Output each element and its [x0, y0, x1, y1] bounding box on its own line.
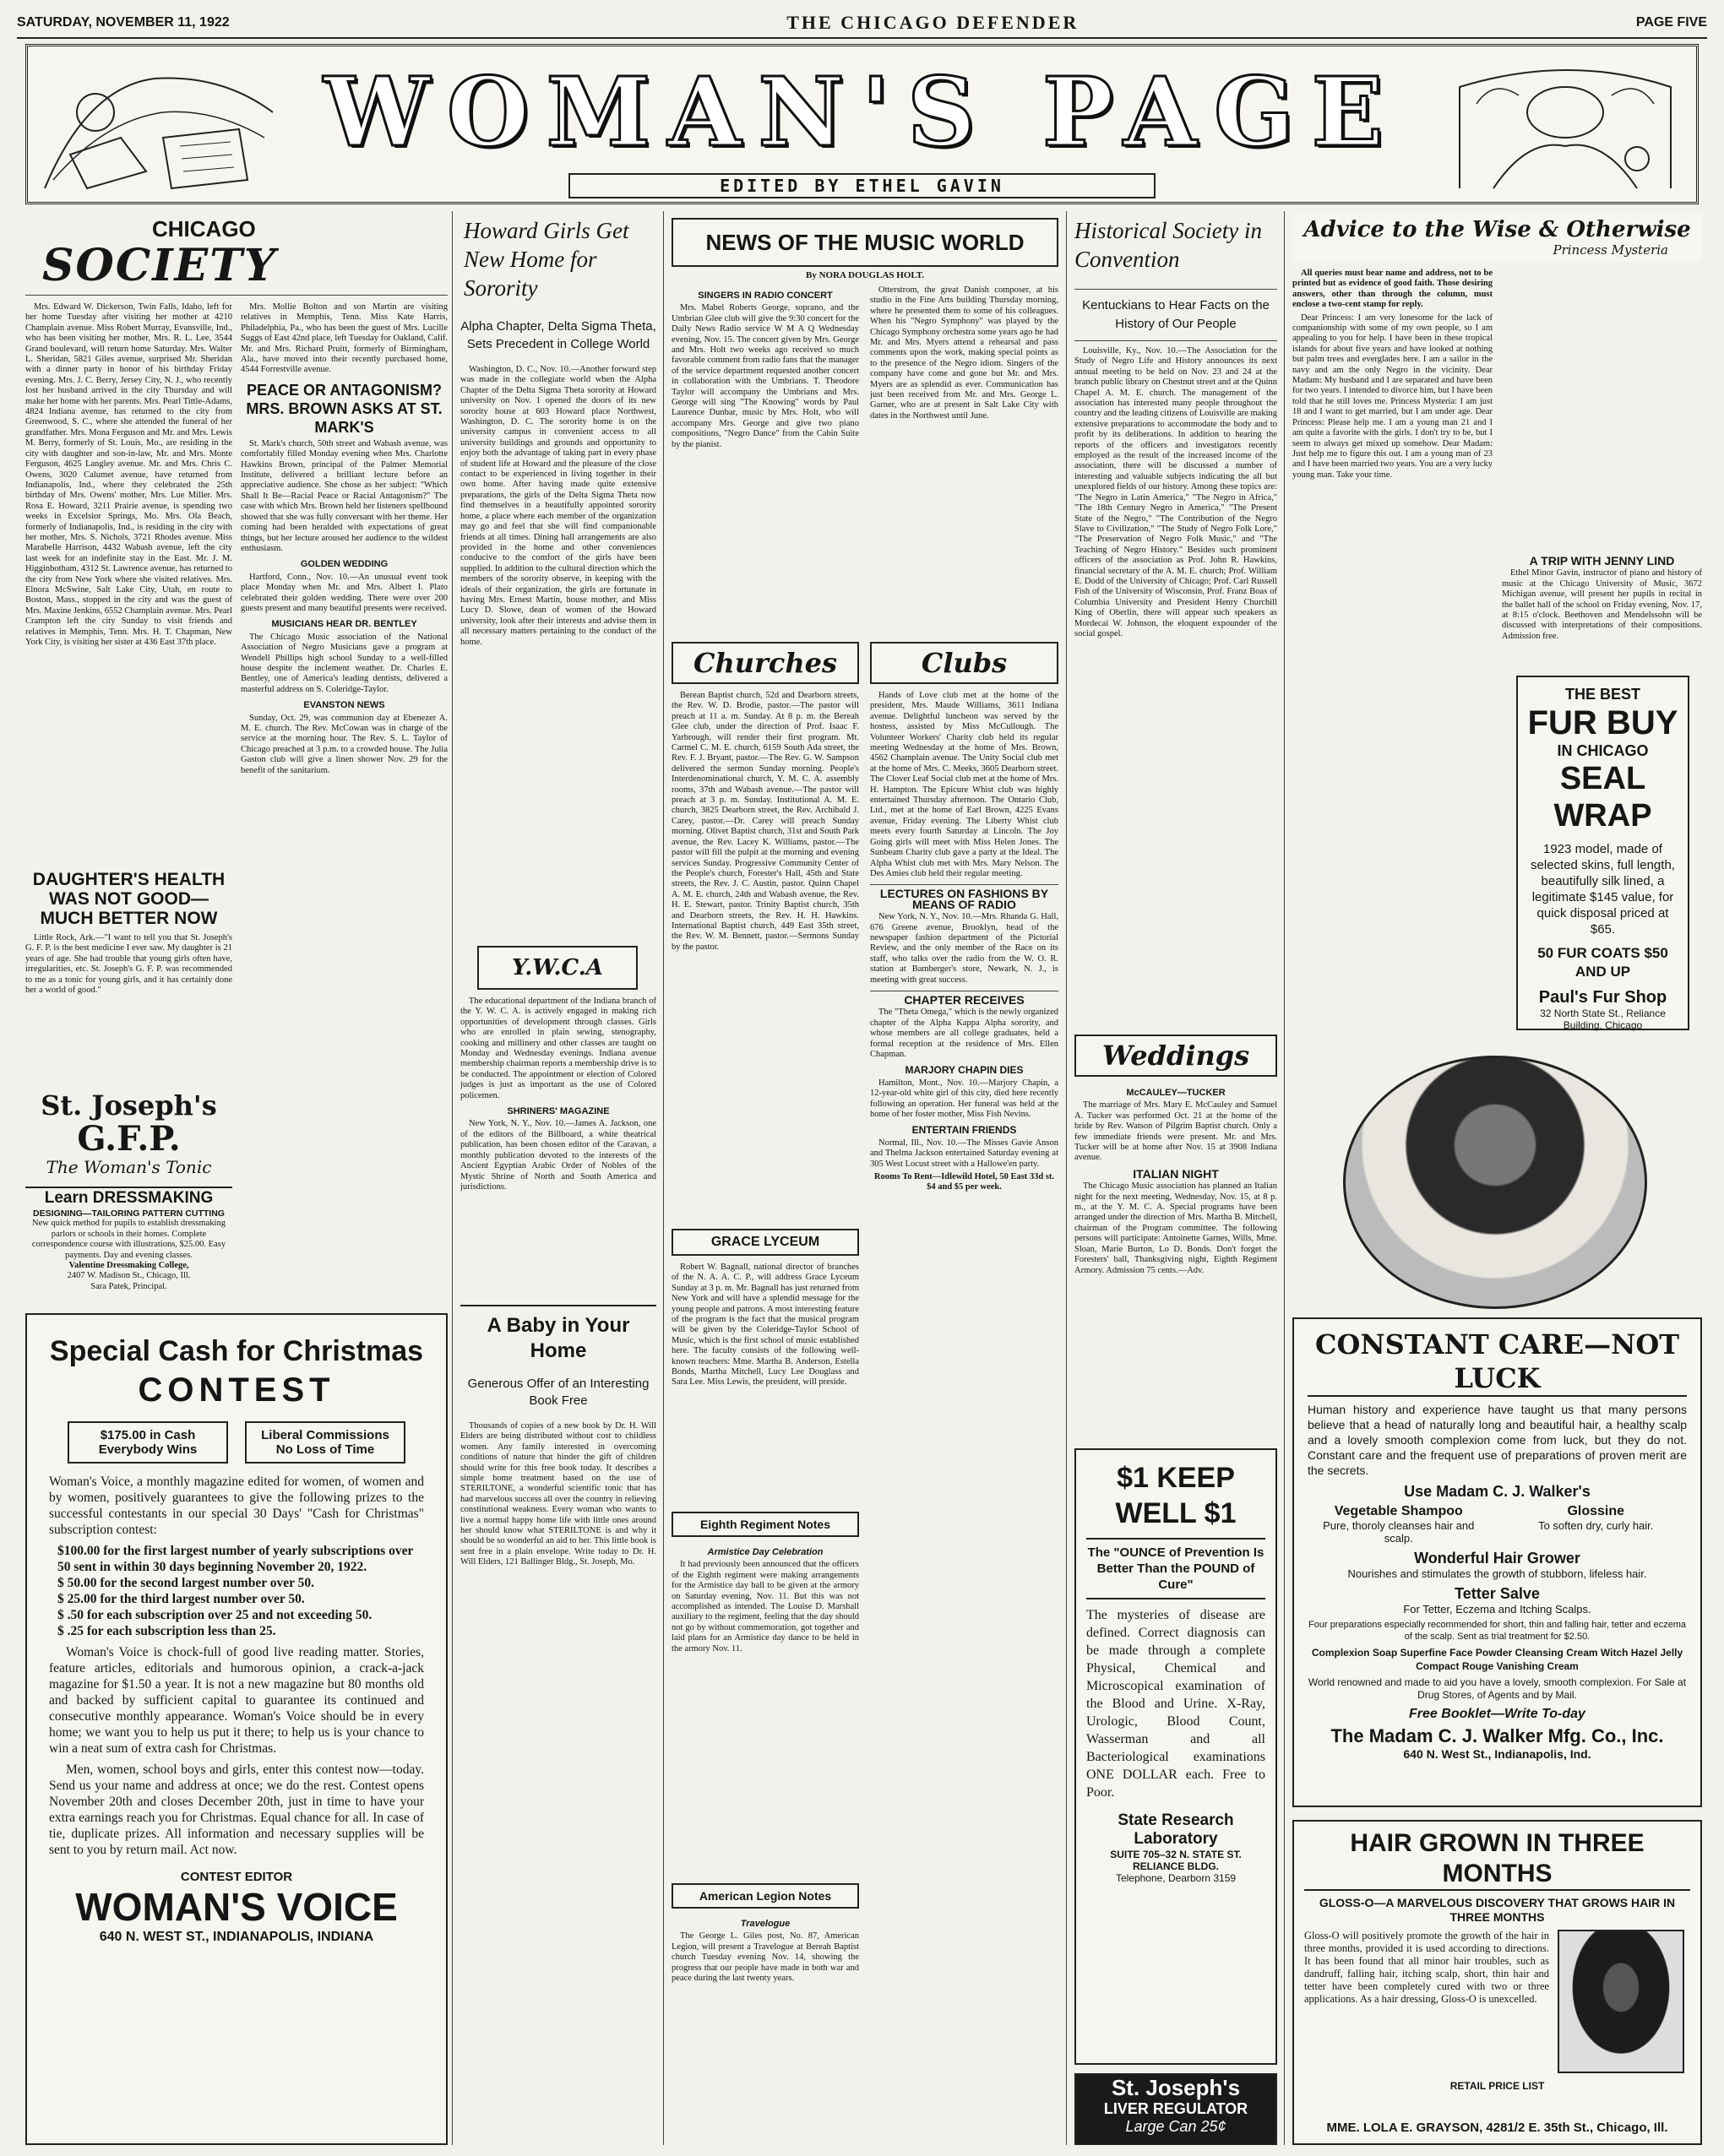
italian-night-text: The Chicago Music association has planned an Italian night for the next meeting, Wednesday, Nov. 15, at 8 p. m., at the Y. M. C. A. Special programs have been arranged under the direction of Mrs. Martha B. Mitchell, chairman of the Program committee. The following persons will participate: Antoinette Garnes, Wills, Mme. Sloan, Marie Burton, Lo D. Bonds. Don't forget the Foresters' ball, Thanksgiving night, Eighth Regiment Armory. Admission 75 cents.—Adv.	[1074, 1181, 1277, 1275]
dressmaking-address: 2407 W. Madison St., Chicago, Ill.	[67, 1271, 191, 1281]
column-rule	[452, 211, 453, 2145]
advice-banner	[1292, 213, 1702, 262]
music-text-1: Mrs. Mabel Roberts George, soprano, and the Umbrian Glee club will give the 9:30 concert for the Daily News Radio service W M A Q Wednesday evening, Nov. 15. The concert given by Mrs. George and Mrs. Holt two weeks ago received so much favorable comment from radio fans that the manager of the service department requested another concert in collaboration with the Umbrians. T. Theodore Taylor will accompany the Umbrians and Mrs. George will sing "The Knowing" words by Paul Laurence Dunbar, music by Mrs. Holt, who will accompany Mrs. George and give two piano compositions, "Negro Dance" from the Cabin Suite by the pianist.	[672, 303, 859, 449]
column-rule	[1284, 211, 1285, 2145]
contest-body: Woman's Voice is chock-full of good live reading matter. Stories, feature articles, editorials and humorous opinion, a crack-a-jack magazine for $1.50 a year. It is not a new magazine but 80 months old and backed by sufficient capital to guarantee its continued and consecutive monthly appearance. Woman's Voice should be in every home; we want you to help us put it there; to help us is your chance to win a neat sum of extra cash for Christmas.	[49, 1645, 424, 1756]
musicians-headline: MUSICIANS HEAR DR. BENTLEY	[271, 619, 417, 630]
paper-name: THE CHICAGO DEFENDER	[786, 12, 1080, 33]
keepwell-tagline: The "OUNCE of Prevention Is Better Than the POUND of Cure"	[1086, 1538, 1265, 1599]
entertain-headline: ENTERTAIN FRIENDS	[911, 1124, 1017, 1137]
baby-ad-subhead: Generous Offer of an Interesting Book Free	[467, 1377, 650, 1408]
fur-ad	[1516, 676, 1689, 1030]
jenny-lind-text: Ethel Minor Gavin, instructor of piano and history of music at the Chicago University of Music, 3672 Michigan avenue, will present her pupils in recital in the ballet hall of the school on Friday evening, Nov. 17, at 8:15 o'clock. Beethoven and Mendelssohn will be discussed with interpretations of their compositions. Admission free.	[1502, 568, 1702, 641]
legion-text: The George L. Giles post, No. 87, American Legion, will present a Travelogue at Bereah Baptist church Tuesday evening Nov. 14, showing the progress that our people have made in both war and peace during the last twenty years.	[672, 1931, 859, 1984]
hair-subhead: GLOSS-O—A MARVELOUS DISCOVERY THAT GROWS HAIR IN THREE MONTHS	[1319, 1896, 1676, 1924]
eighth-subhead: Armistice Day Celebration	[707, 1547, 824, 1557]
contest-magazine: WOMAN'S VOICE	[75, 1885, 398, 1929]
fur-shop: Paul's Fur Shop	[1538, 988, 1667, 1007]
contest-title: Special Cash for Christmas	[49, 1335, 424, 1367]
page-number: PAGE FIVE	[1635, 15, 1707, 30]
music-headline: NEWS OF THE MUSIC WORLD	[705, 229, 1025, 255]
walker-four-preparations: Four preparations especially recommended for short, thin and falling hair, tetter and eczema of the scalp. Sent as trial treatment for $2.50.	[1308, 1620, 1686, 1642]
contest-box-commissions: Liberal Commissions No Loss of Time	[245, 1421, 405, 1464]
contest-body-2: Men, women, school boys and girls, enter this contest now—today. Send us your name and address at once; we do the rest. Contest opens November 20th and closes December 20th, just in time to have your extra earnings reach you for Christmas. Equal chance for all. In case of tie, duplicate prizes. All information and necessary supplies will be sent to you by return mail. Act now.	[49, 1762, 424, 1857]
hair-body-row	[1304, 1930, 1690, 2073]
musicians-text: The Chicago Music association of the National Association of Negro Musicians gave a program at Wendell Phillips high school Sunday to a well-filled house despite the inclement weather. Dr. Charles E. Bentley, one of America's leading dentists, delivered a masterful address on S. Coleridge-Taylor.	[241, 632, 448, 694]
fur-line-2: FUR BUY	[1527, 704, 1678, 741]
historical-text: Louisville, Ky., Nov. 10.—The Association for the Study of Negro Life and History announces its next annual meeting to be held on Nov. 23 and 24 at the branch public library on Chestnut street and at the Quinn Chapel A. M. E. church. The management of the association has interested many people throughout the country and the leading citizens of Louisville are making extensive preparations to accommodate the body and to profit by its deliberations. In addition to hearing the reports of the officers and investigators recently employed as the result of the increased income of the association, there will be discussed a number of interesting and valuable subjects indicating the all but unexplored fields of our history. Among these topics are: "The Negro in Latin America," "The Negro in Africa," "The 18th Century Negro in America," "The Present State of the Negro," "The Contribution of the Negro Slave to Civilization," "The Study of Negro Folk Lore," "The Preservation of Negro Folk Music," and "The Teaching of Negro History." Besides such prominent officers of the association as Prof. John R. Hawkins, financial secretary of the A. M. E. church; Prof. William E. Dodd of the University of Chicago; Prof. Carl Russell Fish of the University of Wisconsin, Prof. Franz Boas of Columbia University and President Henry Churchill King of Oberlin, there will appear such speakers as Mordecai W. Johnson, the eloquent expounder of the social gospel.	[1074, 346, 1277, 638]
contest-boxes	[49, 1421, 424, 1464]
historical-subhead: Kentuckians to Hear Facts on the History of Our People	[1074, 289, 1277, 341]
society-items: Mrs. Edward W. Dickerson, Twin Falls, Idaho, left for her home Tuesday after visiting her mother at 4210 Champlain avenue. Miss Robert Murray, Evansville, Ind., who has been visiting her mother, Mrs. R. L. Lee, 3544 Grand boulevard, will return home Saturday. Mrs. Walter L. Sheridan, 5821 Giles avenue, surprised Mr. Sheridan with a dinner party in honor of his birthday Friday evening. Mrs. J. C. Berry, Jersey City, N. J., who recently lost her husband arrived in the city Thursday and will make her home with her parents. Mrs. Pearl Tittle-Adams, 4824 Indiana avenue, has returned to the city from Greenwood, S. C., where she attended the funeral of her grandfather. Mrs. Mona Ferguson and Mr. and Mrs. Lewis M. Berry, formerly of St. Louis, Mo., are residing in the city with daughter and son-in-law, Mr. and Mrs. Monte Ferguson, 4625 Langley avenue. Mr. and Mrs. Chris C. Owens, 3020 Calumet avenue, have returned from Indianapolis, Ind., where they celebrated the 25th birthday of Mrs. Owens' mother, Mrs. Lue Miller. Mrs. Rosa E. Howard, 3211 Prairie avenue, is spending two weeks in Excelsior Springs, Mo. Mrs. Ola Beach, formerly of Indianapolis, Ind., is residing in the city with her mother, Mrs. S. Nichols, 3721 Rhodes avenue. Miss Marabelle Harrison, 4432 Wabash avenue, left the city last week for an indefinite stay in the East. Mr. J. M. Higginbotham, 4312 St. Lawrence avenue, has returned to the city from New York where she visited relatives. Mrs. Elnora McSwine, Salt Lake City, Utah, en route to Boston, Mass., stopped in the city and was the guest of Mrs. Maxine Jenkins, 6552 Champlain avenue. Mrs. Pearl Crampton left the city Sunday to visit friends and relatives in Memphis, Tenn. Mrs. H. T. Chapman, New York City, is visiting her sister at 436 East 37th place.	[25, 302, 232, 647]
dressmaking-subhead: DESIGNING—TAILORING PATTERN CUTTING	[33, 1208, 225, 1219]
walker-company: The Madam C. J. Walker Mfg. Co., Inc.	[1330, 1725, 1664, 1746]
issue-date: SATURDAY, NOVEMBER 11, 1922	[17, 15, 230, 30]
ywca-logo: Y.W.C.A	[477, 946, 638, 990]
contest-prize: $ 25.00 for the third largest number over 50.	[57, 1592, 305, 1606]
walker-grower: Wonderful Hair Grower	[1414, 1550, 1580, 1567]
gfp-brand: St. Joseph's	[41, 1089, 217, 1121]
walker-free-booklet: Free Booklet—Write To-day	[1409, 1707, 1585, 1721]
music-banner	[672, 218, 1058, 267]
fur-line-1: THE BEST	[1564, 686, 1640, 703]
hair-headline: HAIR GROWN IN THREE MONTHS	[1304, 1828, 1690, 1891]
hair-text: Gloss-O will positively promote the growth of the hair in three months, provided it is used according to directions. It has been found that all minor hair troubles, such as dandruff, falling hair, itching scalp, short, thin hair and tetter have been completely cured with two or three applications. As a hair dressing, Gloss-O is unexcelled.	[1304, 1930, 1549, 2005]
society-heading-top: CHICAGO	[152, 216, 256, 242]
music-column-1	[672, 285, 859, 633]
walker-products-row	[1308, 1504, 1687, 1545]
churches-column	[672, 691, 859, 1223]
advice-text: Dear Princess: I am very lonesome for the lack of companionship with some of my own people, so I am appealing to you for help. I have been in these tropical islands for about five years and have looked at nothing but palm trees and everglades here. I am a sailor in the navy and am the only Negro in the vicinity. Dear Madam: My husband and I are separated and have been for two years. I intended to divorce him, but I have been told that he still loves me. Princess Mysteria: I am just 18 and I want to get married, but I am under age. Dear Princess: Please help me. I am a young man 21 and I am quite a favorite with the girls. I don't try to be, but I seem to always get mixed up somehow. Dear Madam: Just help me to figure this out. I am a young man of 23 and I have been married two years. You are a very lucky young man. Take your time.	[1292, 312, 1493, 480]
contest-prize: $ .50 for each subscription over 25 and not exceeding 50.	[57, 1608, 373, 1622]
advice-headline: Advice to the Wise & Otherwise	[1303, 217, 1691, 242]
fur-address: 32 North State St., Reliance Building, Chicago	[1540, 1007, 1666, 1031]
contest-prize: $ .25 for each subscription less than 25.	[57, 1624, 276, 1638]
grace-banner: GRACE LYCEUM	[672, 1229, 859, 1256]
contest-address: 640 N. WEST ST., INDIANAPOLIS, INDIANA	[99, 1930, 374, 1944]
howard-text: Washington, D. C., Nov. 10.—Another forward step was made in the collegiate world when the Alpha Chapter of the Delta Sigma Theta sorority at Howard university on Nov. 1 opened the doors of its new sorority house at 603 Howard place Northwest, Washington, D. C. The sorority home is on the university campus in convenient access to all university buildings and grounds and opportunity to enjoy both the advantage of taking part in every phase of student life at Howard and the pleasure of the close contact to be experienced in living together in their own home. After having made quite extensive preparations, the girls of the Delta Sigma Theta now find themselves in a beautifully appointed sorority home, a place where each member of the organization may go and feel that she will find companionable friends at all times. Dining hall arrangements are also provided in the home and other conveniences conducive to the comfort of the girls have been supplied. In addition to the cultural direction which the members of the sorority observe, in keeping with the ideals of their organization, the girls are fortunate in having Mrs. Ernest Martin, house mother, and Miss Lucy D. Slowe, dean of women of the Howard university, look after their interests and advise them in all necessary matters pertaining to the conduct of the home.	[460, 365, 656, 647]
lectures-text: New York, N. Y., Nov. 10.—Mrs. Rhanda G. Hall, 676 Greene avenue, Brooklyn, head of the newspaper fashion department of the Pictorial Review, and the only member of the Race on its staff, who talks over the radio from the W. O. R. station at Bamberger's store, Newark, N. J., is meeting with great success.	[870, 912, 1058, 985]
shriners-text: New York, N. Y., Nov. 10.—James A. Jackson, one of the editors of the Billboard, a white theatrical publication, has been chosen editor of the Caravan, a monthly publication devoted to the interests of the Ancient Egyptian Arabic Order of Nobles of the Mystic Shrine of North and South America and jurisdictions.	[460, 1119, 656, 1192]
society-column-1	[25, 302, 232, 860]
daughter-health-text: Little Rock, Ark.—"I want to tell you that St. Joseph's G. F. P. is the best medicine I ever saw. My daughter is 21 years of age. She had trouble that young girls often have, irregularities, etc. St. Joseph's G. F. P. was recommended to me as a tonic for young girls, and it has certainly done her a world of good."	[25, 933, 232, 996]
keepwell-telephone: Telephone, Dearborn 3159	[1115, 1872, 1237, 1884]
advice-byline: Princess Mysteria	[1553, 242, 1668, 258]
baby-ad-headline: A Baby in Your Home	[487, 1314, 630, 1362]
keepwell-lab: State Research Laboratory	[1118, 1811, 1234, 1848]
howard-subhead: Alpha Chapter, Delta Sigma Theta, Sets Precedent in College World	[460, 319, 656, 351]
chapter-text: The "Theta Omega," which is the newly organized chapter of the Alpha Kappa Alpha sorority, and whose members are all college graduates, held a formal reception at the residence of Mrs. Ellen Chapman.	[870, 1007, 1058, 1059]
gfp-name: G.F.P.	[77, 1119, 181, 1159]
legion-column	[672, 1914, 859, 2142]
fur-coats: 50 FUR COATS $50 AND UP	[1537, 945, 1668, 980]
gfp-ad	[25, 1089, 232, 1182]
walker-tetter-desc: For Tetter, Eczema and Itching Scalps.	[1403, 1603, 1591, 1616]
masthead	[25, 44, 1699, 204]
liver-brand: St. Joseph's	[1111, 2075, 1241, 2100]
walker-tetter: Tetter Salve	[1455, 1585, 1540, 1602]
historical-headline: Historical Society in Convention	[1074, 218, 1262, 272]
walker-product-name: Vegetable Shampoo	[1334, 1504, 1463, 1518]
liver-price: Large Can 25¢	[1125, 2118, 1226, 2135]
liver-ad	[1074, 2073, 1277, 2145]
weddings-banner: Weddings	[1074, 1035, 1277, 1077]
ywca-article	[460, 997, 656, 1301]
dressmaking-headline: Learn DRESSMAKING	[44, 1189, 214, 1207]
liver-product: LIVER REGULATOR	[1103, 2100, 1248, 2117]
italian-night-headline: ITALIAN NIGHT	[1133, 1166, 1219, 1181]
evanston-text: Sunday, Oct. 29, was communion day at Ebenezer A. M. E. church. The Rev. McCowan was in charge of the service at the morning hour. The Rev. S. L. Taylor of Chicago preached at 3 p.m. to a crowded house. The Julia Gaston club will give a linen shower Nov. 29 for the benefit of the sanitarium.	[241, 713, 448, 775]
walker-product-shampoo	[1308, 1504, 1490, 1545]
antagonism-headline: PEACE OR ANTAGONISM? MRS. BROWN ASKS AT ST. MARK'S	[246, 381, 443, 436]
legion-subhead: Travelogue	[740, 1919, 791, 1929]
singers-headline: SINGERS IN RADIO CONCERT	[698, 291, 833, 301]
advice-column-2	[1502, 269, 1702, 670]
music-text-2: Otterstrom, the great Danish composer, at his studio in the Fine Arts building Thursday morning, where he presented them to some of his colleagues. When his "Negro Symphony" was played by the Chicago Symphony orchestra some years ago he had Mr. and Mrs. Myers attend a rehearsal and pass comments upon the work, making special points as to the presence of the Negro idiom. Singers of the company have come and gone but Mr. and Mrs. Myers are as splendid as ever. Communication has just been received from Mr. and Mrs. George L. Garner, who are at present in Salt Lake City with dates in the Northwest until June.	[870, 285, 1058, 421]
dressmaking-school: Valentine Dressmaking College,	[68, 1261, 189, 1271]
walker-portrait	[1343, 1056, 1647, 1309]
dressmaking-principal: Sara Patek, Principal.	[90, 1281, 167, 1291]
walker-ad	[1292, 1317, 1702, 1807]
society-column-2	[241, 302, 448, 1206]
daughter-health-headline: DAUGHTER'S HEALTH WAS NOT GOOD— MUCH BETTER NOW	[32, 870, 226, 928]
walker-product-glossine	[1504, 1504, 1687, 1545]
music-byline: By NORA DOUGLAS HOLT.	[806, 270, 924, 280]
contest-prize: $ 50.00 for the second largest number over 50.	[57, 1576, 314, 1590]
evanston-headline: EVANSTON NEWS	[303, 700, 385, 711]
clubs-banner: Clubs	[870, 642, 1058, 684]
daughter-health-article	[25, 870, 232, 1081]
contest-ad	[25, 1313, 448, 2145]
contest-prizes	[57, 1543, 424, 1639]
howard-headline: Howard Girls Get New Home for Sorority	[464, 218, 629, 301]
walker-address: 640 N. West St., Indianapolis, Ind.	[1403, 1747, 1591, 1761]
contest-title-2: CONTEST	[138, 1371, 335, 1409]
eighth-text: It had previously been announced that the officers of the Eighth regiment were making arrangements for the Armistice day ball to be given at the armory on Saturday evening, Nov. 11. But this was not accomplished as intended. The Louise D. Marshall auxiliary to the regiment, feeling that the day should not go by without commemoration, got together and laid plans for an Armistice day dance to be held in the armory Nov. 11.	[672, 1560, 859, 1654]
gfp-tagline: The Woman's Tonic	[46, 1157, 212, 1177]
keepwell-text: The mysteries of disease are defined. Correct diagnosis can be made through a complete Physical, Chemical and Microscopical examination of the Blood and Urine. X-Ray, Urologic, Blood Count, Wasserman and all Bacteriological examinations ONE DOLLAR each. Free to Poor.	[1086, 1608, 1265, 1800]
baby-ad	[460, 1305, 656, 2141]
walker-headline: CONSTANT CARE—NOT LUCK	[1308, 1328, 1687, 1397]
grace-text: Robert W. Bagnall, national director of branches of the N. A. A. C. P., will address Grace Lyceum Sunday at 3 p. m. Mr. Bagnall has just returned from New York and will have a splendid message for the young people and patrons. A most interesting feature of the program is the fact that the musical program will be given by the Coleridge-Taylor School of Music, which is the first school of music established here. The faculty consists of the following well-known teachers: Mme. Martha B. Anderson, Estella Bonds, Martha Mitchell, Lucy Lee Douglass and Sara Lee. Miss Lewis, the president, will preside.	[672, 1263, 859, 1388]
hair-portrait	[1558, 1930, 1684, 2073]
masthead-illustration-left	[36, 53, 281, 197]
masthead-title: WOMAN'S PAGE	[324, 57, 1400, 168]
advice-rules: All queries must bear name and address, not to be printed but as evidence of good faith. Those desiring answers, other than through the column, must enclose a two-cent stamp for reply.	[1292, 269, 1493, 310]
clubs-text: Hands of Love club met at the home of the president, Mrs. Maude Williams, 3611 Indiana avenue. Delightful luncheon was served by the hostess, assisted by Miss McCullough. The Volunteer Workers' Charity club held its regular meeting Wednesday at the home of Mrs. Brown, 4562 Champlain avenue. The Unity Social club met at the home of Mrs. C. Meeks, 3605 Dearborn street. The Clover Leaf Social club met at the home of Mrs. H. Hampton. The Epicure Whist club was highly entertained Thursday afternoon. The Ontario Club, Ltd., met at the home of Earl Brown, 4225 Evans avenue, Friday evening. The Liberty Whist club meets every fourth Saturday at Lincoln. The Joy Going girls will meet with Miss Helen Jones. The Sunbeam Charity club gave a party at the Ideal. The Alpha Whist club met with Mrs. Mary Nelson. The Des Amies club held their regular meeting.	[870, 691, 1058, 878]
music-column-2	[870, 285, 1058, 633]
weddings-subhead: McCAULEY—TUCKER	[1126, 1088, 1226, 1098]
page-header	[17, 8, 1707, 39]
dressmaking-text: New quick method for pupils to establish dressmaking parlors or schools in their homes. Complete correspondence course with illustrations, $25.00. Easy payments. Day and evening classes.	[31, 1219, 226, 1260]
keepwell-ad	[1074, 1448, 1277, 2065]
walker-use: Use Madam C. J. Walker's	[1404, 1483, 1591, 1500]
dressmaking-ad	[25, 1187, 232, 1301]
jenny-lind-headline: A TRIP WITH JENNY LIND	[1529, 554, 1675, 568]
society-heading	[25, 211, 448, 296]
contest-box-cash: $175.00 in Cash Everybody Wins	[68, 1421, 228, 1464]
column-rule	[663, 211, 664, 2145]
contest-editor: CONTEST EDITOR	[180, 1870, 293, 1884]
fur-text: 1923 model, made of selected skins, full length, beautifully silk lined, a legitimate $145 value, for quick disposal priced at $65.	[1531, 842, 1675, 937]
shriners-headline: SHRINERS' MAGAZINE	[507, 1106, 610, 1117]
marjory-text: Hamilton, Mont., Nov. 10.—Marjory Chapin, a 12-year-old white girl of this city, died here recently following an operation. Her funeral was held at the home of her foster mother, Miss Fish Nevins.	[870, 1078, 1058, 1120]
keepwell-headline: $1 KEEP WELL $1	[1115, 1462, 1237, 1529]
eighth-banner: Eighth Regiment Notes	[672, 1512, 859, 1537]
ywca-text: The educational department of the Indiana branch of the Y. W. C. A. is actively engaged in making rich opportunities of development through classes. Girls who are enrolled in plain sewing, stenography, cooking and millinery and other classes are taught on Monday and Wednesday evenings. Indiana avenue membership chairman reports a membership drive is to be conducted. The appointment or election of Colored judges is just as important as the use of Colored policemen.	[460, 997, 656, 1100]
rooms-notice: Rooms To Rent—Idlewild Hotel, 50 East 33d st. $4 and $5 per week.	[873, 1172, 1055, 1192]
golden-wedding-text: Hartford, Conn., Nov. 10.—An unusual event took place Monday when Mr. and Mrs. Albert I. Plato celebrated their golden wedding. There were over 200 guests present and many beautiful presents were received.	[241, 572, 448, 613]
lectures-headline: LECTURES ON FASHIONS BY MEANS OF RADIO	[870, 884, 1058, 910]
fur-line-4: SEAL WRAP	[1553, 761, 1652, 834]
contest-intro: Woman's Voice, a monthly magazine edited for women, of women and by women, positively guarantees to give the following prizes to the successful contestants in our special 30 Days' "Cash for Christmas" subscription contest:	[49, 1474, 424, 1537]
walker-product-list: Complexion Soap Superfine Face Powder Cleansing Cream Witch Hazel Jelly Compact Rouge Vanishing Cream	[1311, 1647, 1683, 1672]
society-items-continued: Mrs. Mollie Bolton and son Martin are visiting relatives in Memphis, Tenn. Miss Kate Harris, Philadelphia, Pa., who has been the guest of Mrs. Lucille Suggs of East 42nd place, left Tuesday for Oakland, Calif. Mr. and Mrs. Richard Pruitt, formerly of Birmingham, Ala., have moved into their recently purchased home, 4544 Forrestville avenue.	[241, 302, 448, 375]
society-heading-main: SOCIETY	[42, 240, 278, 291]
fur-line-3: IN CHICAGO	[1557, 742, 1649, 759]
entertain-text: Normal, Ill., Nov. 10.—The Misses Gavie Anson and Thelma Jackson entertained Saturday evening at 305 West Locust street with a Hallowe'en party.	[870, 1138, 1058, 1169]
masthead-illustration-right	[1443, 53, 1688, 197]
golden-wedding-headline: GOLDEN WEDDING	[300, 559, 389, 570]
hair-ad	[1292, 1820, 1702, 2145]
chapter-headline: CHAPTER RECEIVES	[870, 991, 1058, 1005]
contest-prize: $100.00 for the first largest number of yearly subscriptions over 50 sent in within 30 days beginning November 20, 1922.	[57, 1544, 414, 1574]
churches-banner: Churches	[672, 642, 859, 684]
marjory-headline: MARJORY CHAPIN DIES	[905, 1064, 1024, 1077]
masthead-byline: EDITED BY ETHEL GAVIN	[568, 173, 1156, 198]
hair-price-list: RETAIL PRICE LIST	[1449, 2080, 1545, 2092]
walker-renowned: World renowned and made to aid you have a lovely, smooth complexion. For Sale at Drug Stores, of Agents and by Mail.	[1308, 1676, 1687, 1701]
clubs-column	[870, 691, 1058, 2143]
weddings-column	[1074, 1083, 1277, 1437]
legion-banner: American Legion Notes	[672, 1883, 859, 1909]
churches-text: Berean Baptist church, 52d and Dearborn streets, the Rev. W. D. Brodie, pastor.—The pastor will preach at 11 a. m. Sunday. At 8 p. m. the Bereah Glee club, under the direction of Prof. Isaac F. Yarbrough, will render their first program. Mt. Carmel C. M. E. church, 6159 South Ada street, the Rev. F. J. Bryant, pastor.—The Rev. G. W. Sampson delivered the sermon Sunday morning. People's Interdenominational church, Y. M. C. A. assembly rooms, 37th and Wabash avenue.—The pastor will preach at 3 p. m. Sunday. Institutional A. M. E. church, 3825 Dearborn street, the Rev. Archibald J. Carey, pastor.—Dr. Carey will preach Sunday morning. Olivet Baptist church, 31st and South Park avenue, the Rev. Lacey K. Williams, pastor.—The pastor will fill the pulpit at the morning and evening services Sunday. Progressive Community Center of the People's church, Forester's Hall, 45th and State streets, the Rev. J. C. Austin, pastor. Quinn Chapel A. M. E. church, 24th and Wabash avenue, the Rev. H. E. Stewart, pastor. Trinity Baptist church, 35th and Dearborn streets, the Rev. H. H. Hawkins. International Baptist church, 449 East 35th street, the Rev. W. M. Bennett, pastor.—Sermons Sunday by the pastor.	[672, 691, 859, 952]
walker-product-desc: Pure, thoroly cleanses hair and scalp.	[1323, 1519, 1475, 1545]
keepwell-address: SUITE 705–32 N. STATE ST. RELIANCE BLDG.	[1110, 1849, 1242, 1872]
column-rule	[1066, 211, 1067, 2145]
walker-grower-desc: Nourishes and stimulates the growth of stubborn, lifeless hair.	[1347, 1567, 1647, 1580]
eighth-column	[672, 1542, 859, 1871]
hair-maker: MME. LOLA E. GRAYSON, 4281/2 E. 35th St., Chicago, Ill.	[1326, 2121, 1668, 2135]
grace-column	[672, 1263, 859, 1503]
walker-product-name: Glossine	[1567, 1504, 1625, 1518]
walker-product-desc: To soften dry, curly hair.	[1538, 1519, 1654, 1532]
baby-ad-text: Thousands of copies of a new book by Dr. H. Will Elders are being distributed without cost to childless women. Any family interested in overcoming conditions of nature that hinder the gift of children should write for this free book today. It describes a simple home treatment based on the use of STERILTONE, a wonderful scientific tonic that has had marvelous success all over the country in relieving constitutional weakness. Every woman who wants to live a normal happy home life with little ones around her should know what STERILTONE is and why it should be so wonderful an aid to her. This little book is sent free in a plain envelope. Write today to Dr. H. Will Elders, 121 Ballinger Bldg., St. Joseph, Mo.	[460, 1421, 656, 1567]
antagonism-text: St. Mark's church, 50th street and Wabash avenue, was comfortably filled Monday evening when Mrs. Charlotte Hawkins Brown, principal of the Palmer Memorial Institute, delivered a brilliant lecture before an appreciative audience. She chose as her subject: "Which Shall It Be—Racial Peace or Racial Antagonism?" The case with which Mrs. Brown held her listeners spellbound showed that she was fully conversant with her theme. Her coming had been heralded with expectations of great things, but her lecture aroused her audience to the wildest enthusiasm.	[241, 438, 448, 553]
walker-text: Human history and experience have taught us that many persons believe that a head of naturally long and beautiful hair, a healthy scalp and a lovely smooth complexion come from luck, but they do not. Constant care and the frequent use of preparations of proven merit are the secrets.	[1308, 1403, 1687, 1477]
weddings-text: The marriage of Mrs. Mary E. McCauley and Samuel A. Tucker was performed Oct. 21 at the home of the bride by Rev. Watson of Pilgrim Baptist church. Only a few immediate friends were present. Mr. and Mrs. Tucker will be at home after Nov. 15 at 3908 Indiana avenue.	[1074, 1100, 1277, 1163]
